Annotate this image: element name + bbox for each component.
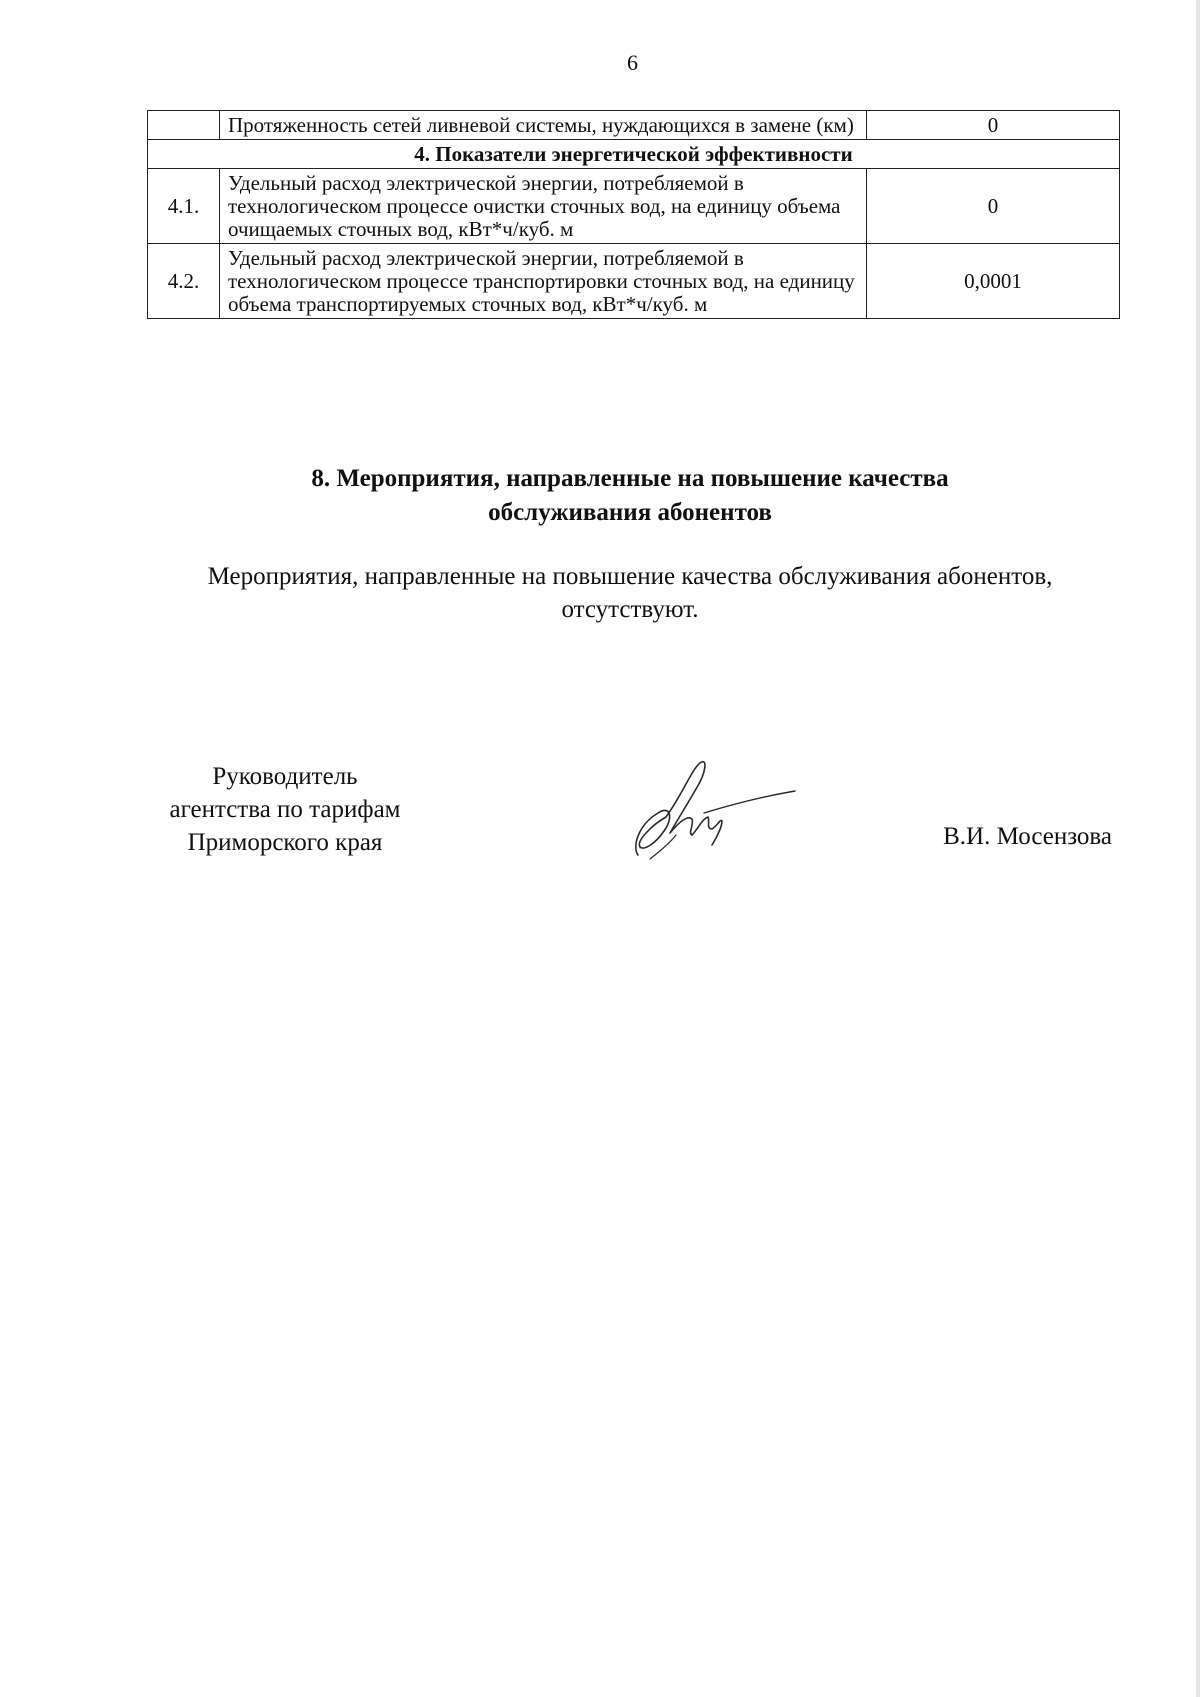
row-value: 0	[867, 111, 1120, 140]
row-number: 4.2.	[148, 244, 220, 319]
signer-position	[135, 760, 435, 859]
row-description: Протяженность сетей ливневой системы, нуждающихся в замене (км)	[220, 111, 867, 140]
section-8-heading-line-2: обслуживания абонентов	[488, 499, 772, 526]
row-description: Удельный расход электрической энергии, потребляемой в технологическом процессе очистки сточных вод, на единицу объема очищаемых сточных вод, кВт*ч/куб. м	[220, 169, 867, 244]
signer-position-line-1: Руководитель	[212, 763, 358, 790]
signer-position-line-3: Приморского края	[187, 829, 383, 856]
row-number	[148, 111, 220, 140]
table-section-row	[148, 140, 1120, 169]
handwritten-signature	[630, 755, 800, 865]
row-value: 0	[867, 169, 1120, 244]
section-8-text-line-1: Мероприятия, направленные на повышение качества обслуживания абонентов,	[207, 563, 1053, 590]
section-8-text-line-2: отсутствуют.	[561, 596, 699, 623]
signer-position-line-2: агентства по тарифам	[169, 796, 401, 823]
table-row	[148, 169, 1120, 244]
signer-name: В.И. Мосензова	[943, 823, 1112, 850]
table-row	[148, 244, 1120, 319]
page-number: 6	[627, 50, 638, 75]
indicators-table-body	[148, 111, 1120, 319]
page-edge	[1196, 0, 1200, 1697]
row-number: 4.1.	[148, 169, 220, 244]
section-8-text	[140, 560, 1120, 626]
row-value: 0,0001	[867, 244, 1120, 319]
section-8-heading-line-1: 8. Мероприятия, направленные на повышение качества	[311, 465, 949, 492]
row-description: Удельный расход электрической энергии, потребляемой в технологическом процессе транспортировки сточных вод, на единицу объема транспортируемых сточных вод, кВт*ч/куб. м	[220, 244, 867, 319]
indicators-table	[147, 110, 1120, 319]
section-8-heading	[140, 462, 1120, 530]
table-section-title: 4. Показатели энергетической эффективности	[148, 140, 1120, 169]
table-row	[148, 111, 1120, 140]
